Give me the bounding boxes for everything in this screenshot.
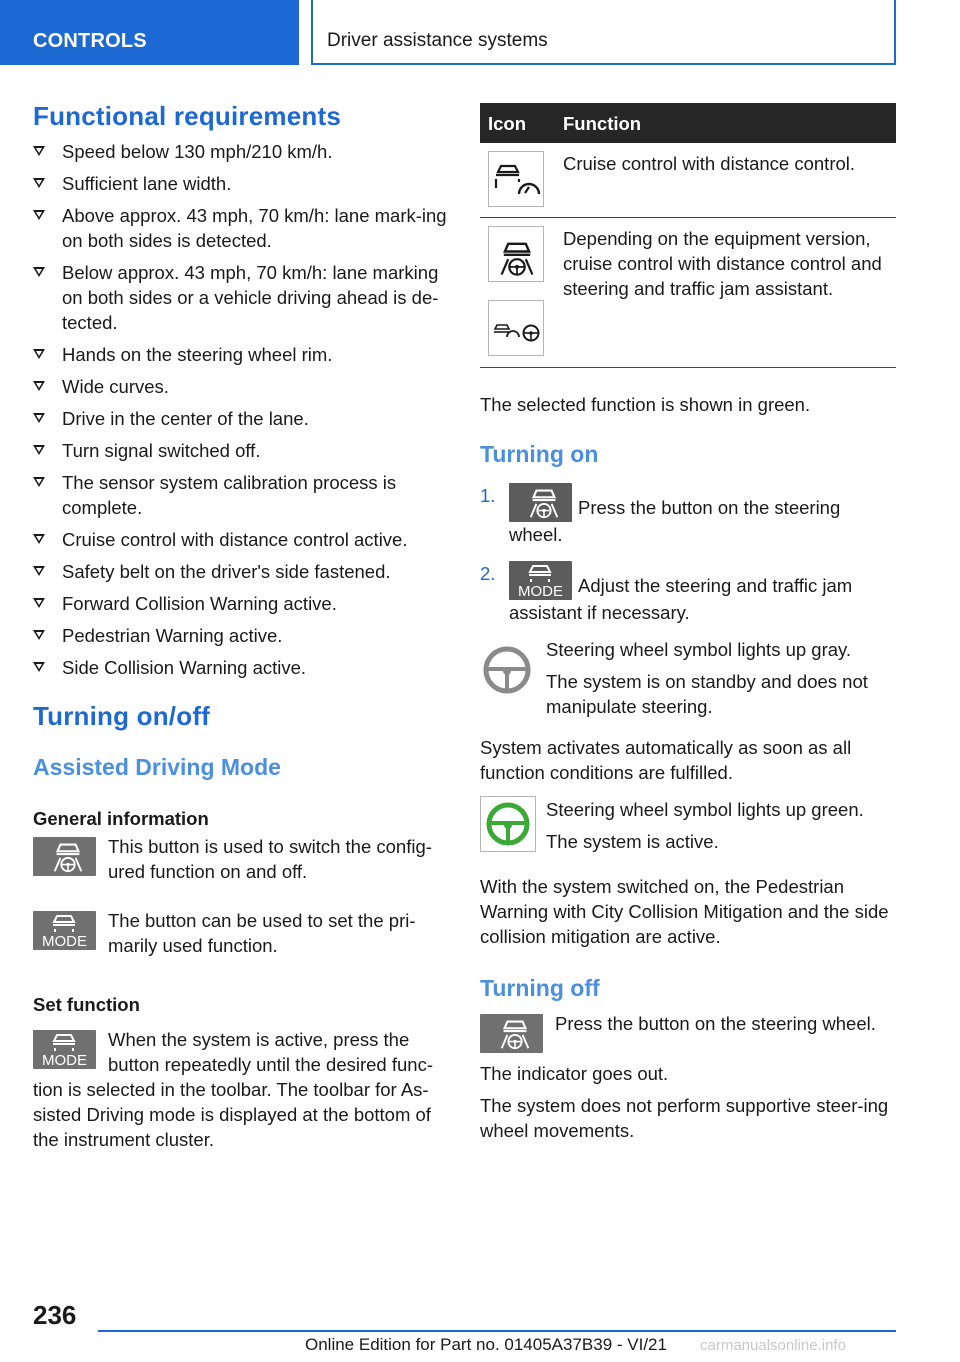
green-status-text-1: Steering wheel symbol lights up green. [546,799,864,820]
triangle-bullet-icon [33,349,45,359]
heading-functional-requirements: Functional requirements [33,101,341,131]
list-item: Below approx. 43 mph, 70 km/h: lane marking on both sides or a vehicle driving ahead is de-tected. [33,260,449,335]
heading-turning-off: Turning off [480,975,600,1001]
triangle-bullet-icon [33,178,45,188]
mode-button-icon [33,911,96,950]
triangle-bullet-icon [33,267,45,277]
triangle-bullet-icon [33,598,45,608]
green-status-text-2: The system is active. [546,831,719,852]
heading-turning-on-off: Turning on/off [33,701,211,731]
table-row [480,218,896,368]
svg-text:MODE: MODE [42,933,87,950]
cruise-distance-control-icon [488,151,544,207]
requirements-list [33,139,449,680]
cruise-steering-combo-icon [488,300,544,356]
heading-assisted-driving-mode: Assisted Driving Mode [33,754,281,780]
list-item: Hands on the steering wheel rim. [33,342,449,367]
step-1: 1. Press the button on the steering wheel. [480,485,841,545]
header-title-box [311,0,896,65]
set-function-row [33,1027,449,1077]
heading-general-information: General information [33,808,209,829]
steering-traffic-jam-icon [488,226,544,282]
gray-status-text-1: Steering wheel symbol lights up gray. [546,639,852,660]
triangle-bullet-icon [33,477,45,487]
step-2: 2. MODE Adjust the steering and traffic jam assistant if necessary. [480,563,853,623]
step-number: 2. [480,563,496,584]
list-item: Drive in the center of the lane. [33,406,449,431]
header-section-tab [0,0,299,65]
table-header-icon: Icon [480,103,555,143]
list-item: Side Collision Warning active. [33,655,449,680]
heading-set-function: Set function [33,994,140,1015]
triangle-bullet-icon [33,445,45,455]
set-function-text-a: When the system is active, press the button repeatedly until the desired func- [108,1029,433,1075]
selected-green-text: The selected function is shown in green. [480,394,811,415]
footer-divider [98,1330,896,1332]
general-info-text-2: The button can be used to set the pri-marily used function. [108,910,416,956]
footer-edition: Online Edition for Part no. 01405A37B39 - VI/21 [305,1335,667,1354]
mode-button-icon [33,1030,96,1069]
table-cell-function: Depending on the equipment version, cruise control with distance control and steering and traffic jam assistant. [555,218,896,368]
table-cell-icon [480,143,555,218]
triangle-bullet-icon [33,381,45,391]
list-item: The sensor system calibration process is complete. [33,470,449,520]
table-header-row [480,103,896,143]
turn-off-row [480,1011,896,1053]
list-item: Wide curves. [33,374,449,399]
mode-button-icon [509,561,572,600]
set-function-text-b: tion is selected in the toolbar. The toolbar for As-sisted Driving mode is displayed at the bottom of the instrument cluster. [33,1079,431,1150]
assist-button-icon [509,483,572,522]
triangle-bullet-icon [33,630,45,640]
general-info-row-1 [33,834,449,884]
triangle-bullet-icon [33,662,45,672]
table-cell-function: Cruise control with distance control. [555,143,896,218]
table-cell-icon [480,218,555,368]
list-item: Turn signal switched off. [33,438,449,463]
steering-wheel-green-icon [480,796,536,858]
green-status-row [480,797,896,854]
watermark-text: carmanualsonline.info [700,1337,846,1354]
triangle-bullet-icon [33,534,45,544]
assist-button-icon [33,837,96,876]
svg-text:MODE: MODE [518,583,563,600]
list-item: Forward Collision Warning active. [33,591,449,616]
heading-turning-on: Turning on [480,441,599,467]
step-number: 1. [480,485,496,506]
turn-off-press-text: Press the button on the steering wheel. [555,1013,876,1034]
triangle-bullet-icon [33,146,45,156]
icon-function-table [480,103,896,368]
steering-wheel-gray-icon [480,643,534,703]
triangle-bullet-icon [33,566,45,576]
pedestrian-warning-text: With the system switched on, the Pedestrian Warning with City Collision Mitigation and the side collision mitigation are active. [480,876,889,947]
no-steering-text: The system does not perform supportive steer-ing wheel movements. [480,1095,889,1141]
list-item: Pedestrian Warning active. [33,623,449,648]
gray-status-row [480,637,896,719]
general-info-text-1: This button is used to switch the config-ured function on and off. [108,836,432,882]
auto-activate-text: System activates automatically as soon as all function conditions are fulfilled. [480,737,852,783]
header-section-label: CONTROLS [33,30,147,52]
assist-button-icon [480,1014,543,1053]
general-info-row-2 [33,908,449,958]
list-item: Safety belt on the driver's side fastened. [33,559,449,584]
svg-text:MODE: MODE [42,1052,87,1069]
table-header-function: Function [555,103,896,143]
gray-status-text-2: The system is on standby and does not manipulate steering. [546,671,868,717]
list-item: Speed below 130 mph/210 km/h. [33,139,449,164]
right-column [480,103,896,1143]
indicator-off-text: The indicator goes out. [480,1063,669,1084]
list-item: Cruise control with distance control active. [33,527,449,552]
triangle-bullet-icon [33,413,45,423]
left-column [33,100,449,1152]
header-title: Driver assistance systems [327,30,548,51]
list-item: Above approx. 43 mph, 70 km/h: lane mark-ing on both sides is detected. [33,203,449,253]
list-item: Sufficient lane width. [33,171,449,196]
page-number: 236 [33,1300,77,1330]
triangle-bullet-icon [33,210,45,220]
table-row [480,143,896,218]
